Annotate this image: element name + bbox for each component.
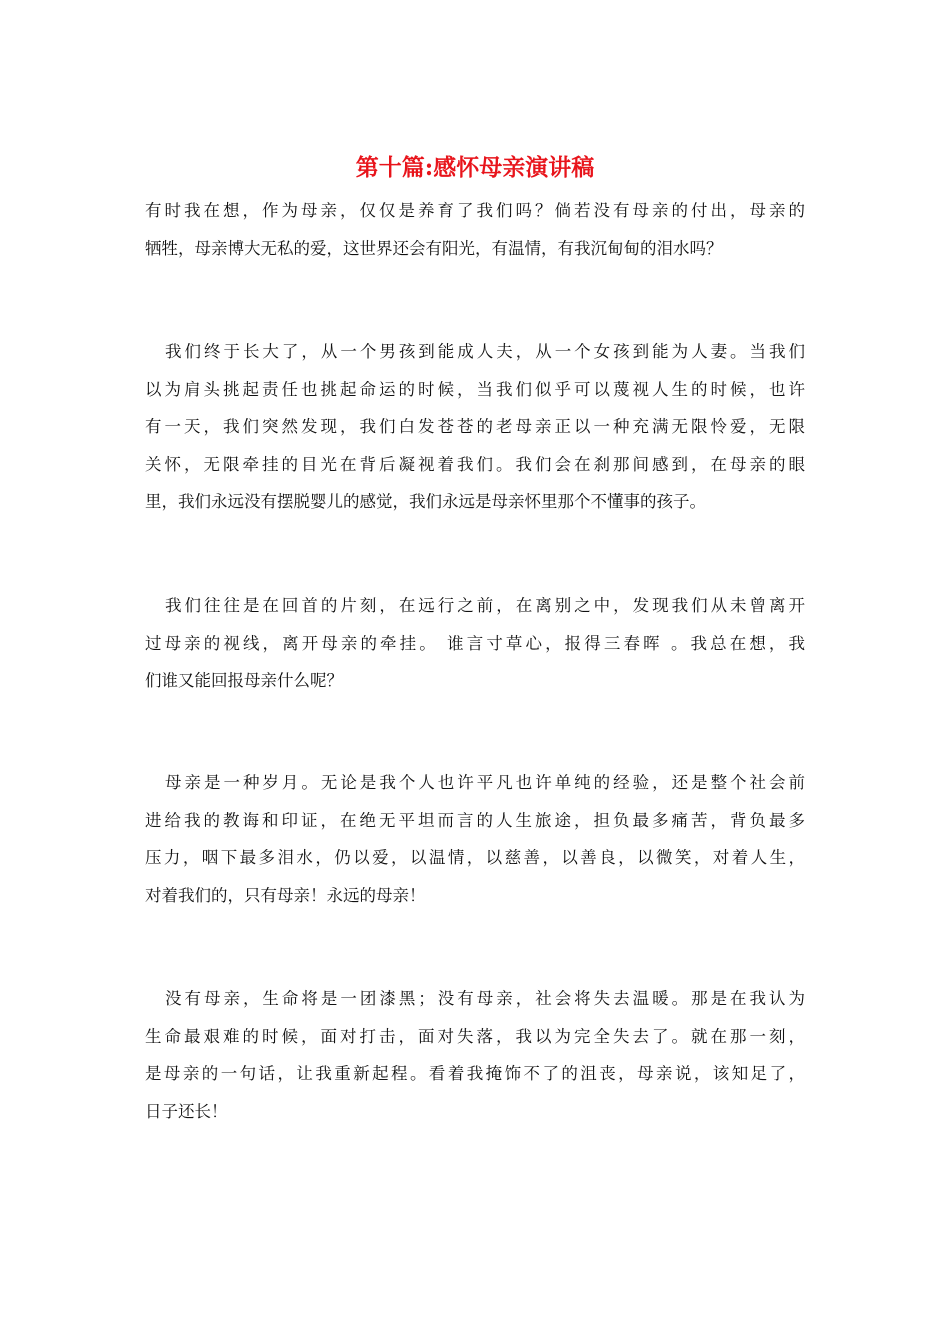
paragraph-4 xyxy=(145,764,805,914)
paragraph-line: 牺牲，母亲博大无私的爱，这世界还会有阳光，有温情，有我沉甸甸的泪水吗？ xyxy=(145,238,723,258)
paragraph-line: 有时我在想，作为母亲，仅仅是养育了我们吗？倘若没有母亲的付出，母亲的 xyxy=(145,201,805,220)
paragraph-line: 日子还长！ xyxy=(145,1101,228,1121)
paragraph-line: 我们终于长大了，从一个男孩到能成人夫，从一个女孩到能为人妻。当我们 xyxy=(165,342,805,361)
paragraph-line: 母亲是一种岁月。无论是我个人也许平凡也许单纯的经验，还是整个社会前 xyxy=(165,773,805,792)
paragraph-line: 没有母亲，生命将是一团漆黑；没有母亲，社会将失去温暖。那是在我认为 xyxy=(165,989,805,1008)
paragraph-line: 们谁又能回报母亲什么呢？ xyxy=(145,671,343,690)
paragraph-line: 有一天，我们突然发现，我们白发苍苍的老母亲正以一种充满无限怜爱，无限 xyxy=(145,417,805,436)
paragraph-line: 以为肩头挑起责任也挑起命运的时候，当我们似乎可以蔑视人生的时候，也许 xyxy=(145,379,805,399)
document-title: 第十篇:感怀母亲演讲稿 xyxy=(355,154,595,181)
paragraph-line: 是母亲的一句话，让我重新起程。看着我掩饰不了的沮丧，母亲说，该知足了， xyxy=(145,1064,805,1083)
paragraph-line: 生命最艰难的时候，面对打击，面对失落，我以为完全失去了。就在那一刻， xyxy=(145,1026,805,1046)
paragraph-line: 里，我们永远没有摆脱婴儿的感觉，我们永远是母亲怀里那个不懂事的孩子。 xyxy=(145,492,706,511)
paragraph-3 xyxy=(145,587,805,700)
paragraph-line: 我们往往是在回首的片刻，在远行之前，在离别之中，发现我们从未曾离开 xyxy=(165,596,805,615)
paragraph-line: 过母亲的视线，离开母亲的牵挂。 谁言寸草心，报得三春晖 。我总在想，我 xyxy=(145,633,805,653)
paragraph-line: 对着我们的，只有母亲！永远的母亲！ xyxy=(145,885,426,905)
paragraph-5 xyxy=(145,980,805,1130)
paragraph-line: 关怀，无限牵挂的目光在背后凝视着我们。我们会在刹那间感到，在母亲的眼 xyxy=(145,454,805,474)
paragraph-1 xyxy=(145,192,805,267)
paragraph-2 xyxy=(145,333,805,521)
paragraph-line: 进给我的教诲和印证，在绝无平坦而言的人生旅途，担负最多痛苦，背负最多 xyxy=(145,810,805,830)
paragraph-line: 压力，咽下最多泪水，仍以爱，以温情，以慈善，以善良，以微笑，对着人生， xyxy=(145,848,805,867)
